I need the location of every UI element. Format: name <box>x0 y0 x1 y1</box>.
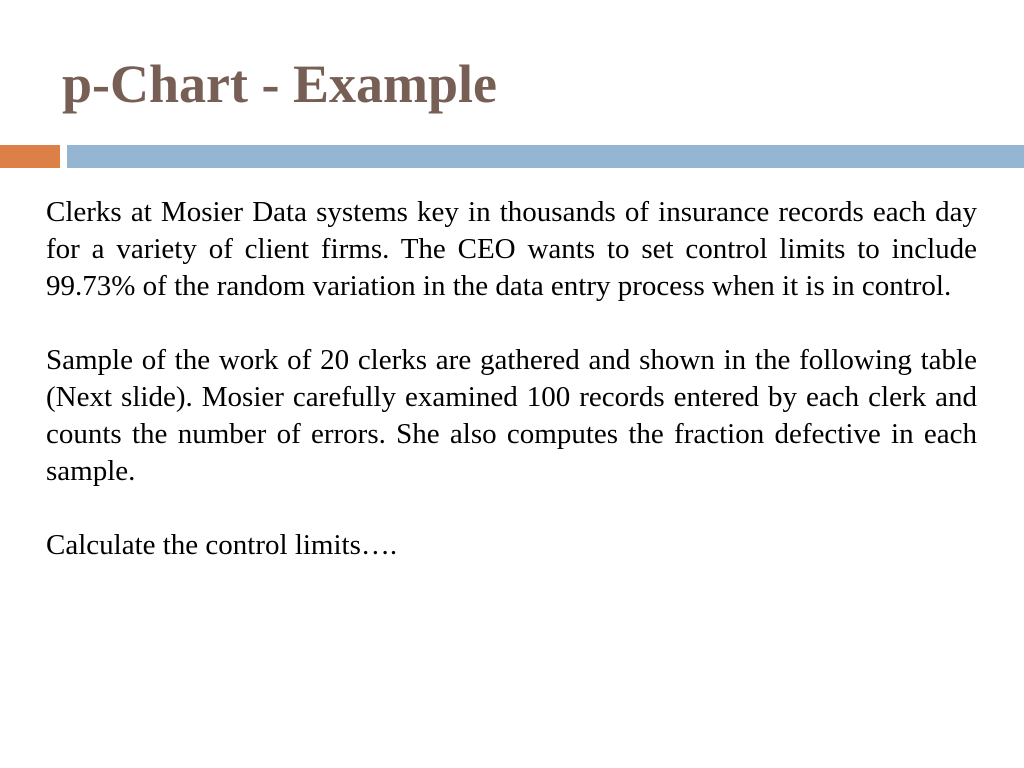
body-paragraph-2: Sample of the work of 20 clerks are gathered and shown in the following table (Next slide). Mosier carefully examined 100 records entered by each clerk and counts the number of errors. She also computes the fraction defective in each sample. <box>46 344 977 487</box>
body-paragraph-1: Clerks at Mosier Data systems key in thousands of insurance records each day for a variety of client firms. The CEO wants to set control limits to include 99.73% of the random variation in the data entry process when it is in control. <box>46 196 977 302</box>
title-divider-bar <box>67 145 1024 168</box>
accent-bar <box>0 145 60 168</box>
slide-body <box>46 194 977 564</box>
body-paragraph-3: Calculate the control limits…. <box>46 529 398 561</box>
slide-title: p-Chart - Example <box>62 54 497 114</box>
